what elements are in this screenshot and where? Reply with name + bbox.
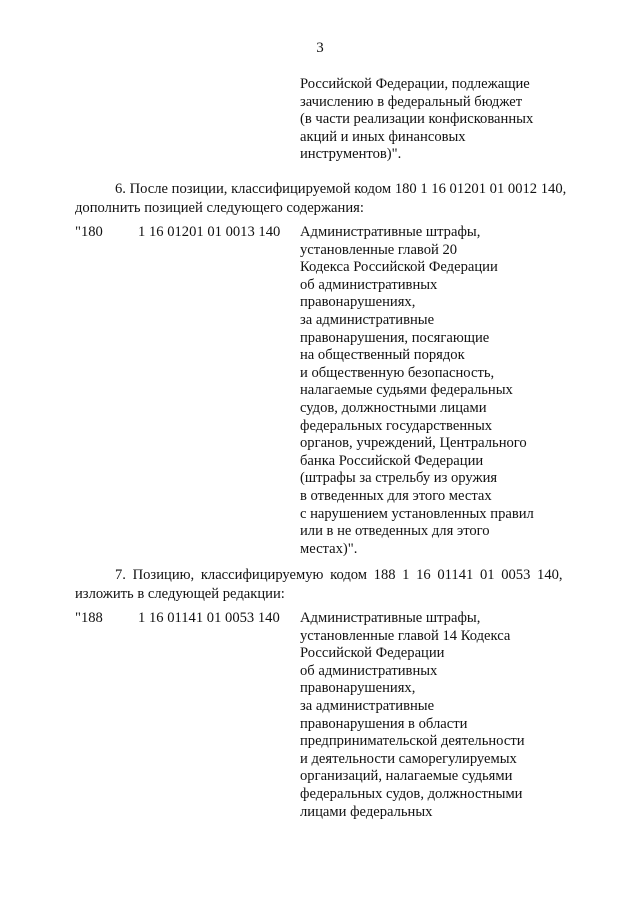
text-line: инструментов)". <box>300 146 402 163</box>
paragraph-line: 7. Позицию, классифицируемую кодом 188 1 16 01141 01 0053 140, <box>115 567 563 583</box>
description-line: правонарушениях, <box>300 680 416 697</box>
description-line: лицами федеральных <box>300 803 433 820</box>
description-line: установленные главой 14 Кодекса <box>300 627 511 644</box>
previous-item-description-tail <box>300 76 533 164</box>
description-line: организаций, налагаемые судьями <box>300 768 513 785</box>
description-line: с нарушением установленных правил <box>300 505 534 522</box>
description-line: органов, учреждений, Центрального <box>300 435 527 452</box>
text-line: акций и иных финансовых <box>300 128 466 145</box>
description-line: или в не отведенных для этого <box>300 523 490 540</box>
description-line: Кодекса Российской Федерации <box>300 259 498 276</box>
admin-code: "188 <box>75 610 103 626</box>
description-line: об административных <box>300 662 438 679</box>
paragraph-line: изложить в следующей редакции: <box>75 586 285 602</box>
admin-code: "180 <box>75 224 103 240</box>
description-line: правонарушения, посягающие <box>300 329 490 346</box>
description-line: и деятельности саморегулируемых <box>300 750 517 767</box>
description-line: Российской Федерации <box>300 645 445 662</box>
description-line: Административные штрафы, <box>300 610 481 626</box>
paragraph-line: дополнить позицией следующего содержания: <box>75 200 364 216</box>
paragraph-line: 6. После позиции, классифицируемой кодом 180 1 16 01201 01 0012 140, <box>115 181 567 197</box>
item-6-description <box>300 224 534 558</box>
description-line: за административные <box>300 697 435 714</box>
classification-code: 1 16 01201 01 0013 140 <box>138 224 281 240</box>
item-7-description <box>300 610 525 821</box>
description-line: на общественный порядок <box>300 347 465 364</box>
description-line: правонарушения в области <box>300 715 468 732</box>
item-7-paragraph <box>75 566 565 604</box>
description-line: банка Российской Федерации <box>300 452 484 469</box>
description-line: (штрафы за стрельбу из оружия <box>300 470 498 487</box>
description-line: предпринимательской деятельности <box>300 733 525 750</box>
description-line: налагаемые судьями федеральных <box>300 382 513 399</box>
description-line: за административные <box>300 311 435 328</box>
page-number: 3 <box>316 40 324 56</box>
item-6-paragraph <box>75 180 565 218</box>
description-line: в отведенных для этого местах <box>300 487 492 504</box>
text-line: (в части реализации конфискованных <box>300 111 534 128</box>
description-line: и общественную безопасность, <box>300 364 495 381</box>
text-line: зачислению в федеральный бюджет <box>300 93 523 110</box>
description-line: федеральных государственных <box>300 417 493 434</box>
description-line: об административных <box>300 276 438 293</box>
text-line: Российской Федерации, подлежащие <box>300 76 530 92</box>
description-line: Административные штрафы, <box>300 224 481 240</box>
description-line: установленные главой 20 <box>300 241 458 258</box>
description-line: судов, должностными лицами <box>300 399 487 416</box>
description-line: федеральных судов, должностными <box>300 785 523 802</box>
description-line: правонарушениях, <box>300 294 416 311</box>
classification-code: 1 16 01141 01 0053 140 <box>138 610 280 626</box>
description-line: местах)". <box>300 540 358 557</box>
